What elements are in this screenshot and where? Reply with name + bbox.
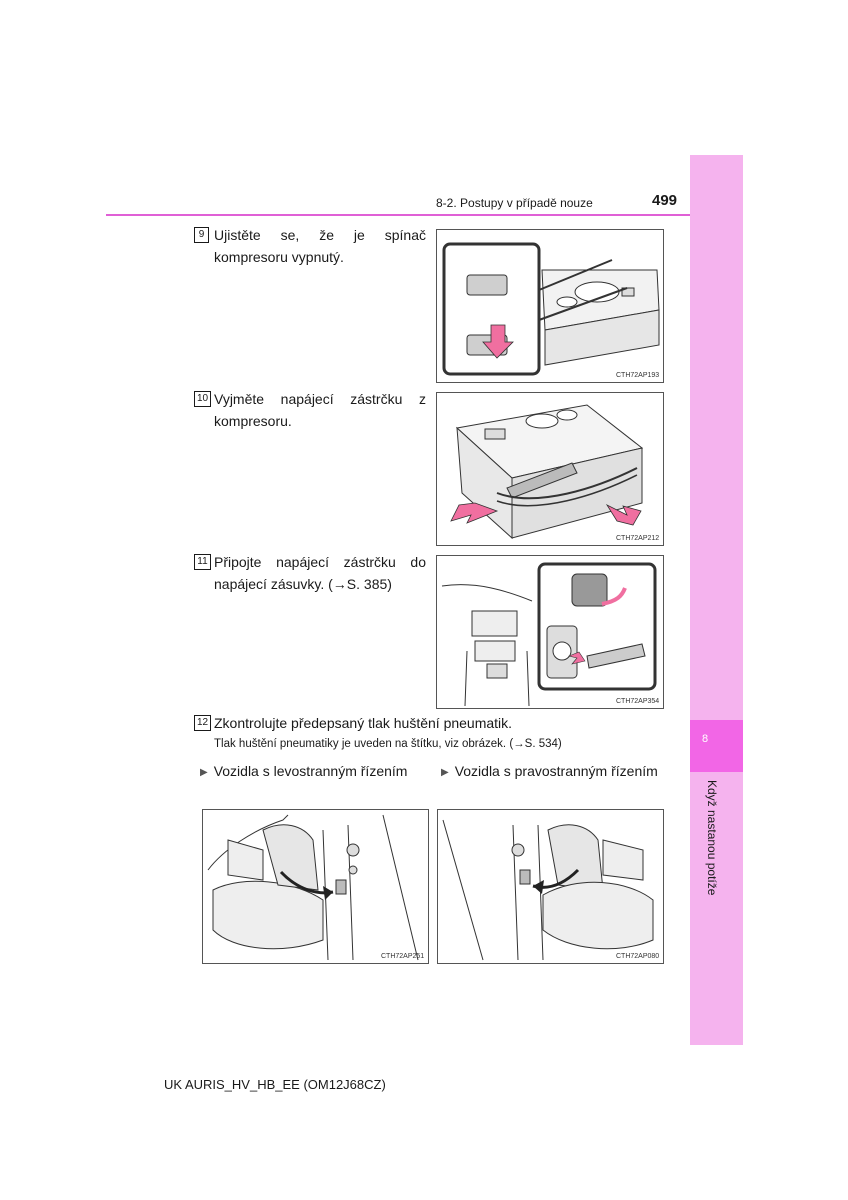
chapter-title: Když nastanou potíže xyxy=(705,780,719,896)
step-12 xyxy=(194,712,614,734)
pressure-note: Tlak huštění pneumatiky je uveden na štítku, viz obrázek. (→S. 534) xyxy=(214,738,562,750)
figure-rhd-door-label xyxy=(437,809,664,964)
figure-power-outlet xyxy=(436,555,664,709)
step-9 xyxy=(194,224,426,268)
remove-plug-illustration xyxy=(437,393,663,545)
step-number: 9 xyxy=(194,227,209,243)
figure-code: CTH72AP251 xyxy=(381,953,425,960)
step-text: Připojte napájecí zástrčku do napájecí zásuvky. (→S. 385) xyxy=(214,554,426,592)
figure-compressor-switch xyxy=(436,229,664,383)
lhd-seat-illustration xyxy=(203,810,428,963)
step-10 xyxy=(194,388,426,432)
variant-lhd xyxy=(200,760,430,784)
step-number: 12 xyxy=(194,715,211,731)
figure-code: CTH72AP212 xyxy=(616,535,660,542)
step-text: Zkontrolujte předepsaný tlak huštění pneumatik. xyxy=(214,715,513,731)
chapter-tab-active xyxy=(690,720,743,772)
figure-code: CTH72AP193 xyxy=(616,372,660,379)
chapter-number: 8 xyxy=(701,733,709,745)
variant-label: Vozidla s pravostranným řízením xyxy=(454,763,658,779)
step-number: 10 xyxy=(194,391,211,407)
compressor-switch-illustration xyxy=(437,230,663,382)
power-outlet-illustration xyxy=(437,556,663,708)
header-rule xyxy=(106,214,690,216)
figure-code: CTH72AP080 xyxy=(616,953,660,960)
rhd-seat-illustration xyxy=(438,810,663,963)
step-text: Vyjměte napájecí zástrčku z kompresoru. xyxy=(214,391,426,429)
triangle-bullet-icon: ▶ xyxy=(441,767,449,778)
page-number: 499 xyxy=(652,192,678,209)
figure-lhd-door-label xyxy=(202,809,429,964)
chapter-tab xyxy=(690,155,743,1045)
figure-remove-plug xyxy=(436,392,664,546)
step-11 xyxy=(194,551,426,595)
step-text: Ujistěte se, že je spínač kompresoru vypnutý. xyxy=(214,227,426,265)
variant-label: Vozidla s levostranným řízením xyxy=(213,763,408,779)
variant-rhd xyxy=(441,760,661,784)
figure-code: CTH72AP354 xyxy=(616,698,660,705)
triangle-bullet-icon: ▶ xyxy=(200,767,208,778)
section-title: 8-2. Postupy v případě nouze xyxy=(436,196,593,210)
step-number: 11 xyxy=(194,554,211,570)
footer-manual-code: UK AURIS_HV_HB_EE (OM12J68CZ) xyxy=(164,1077,386,1092)
